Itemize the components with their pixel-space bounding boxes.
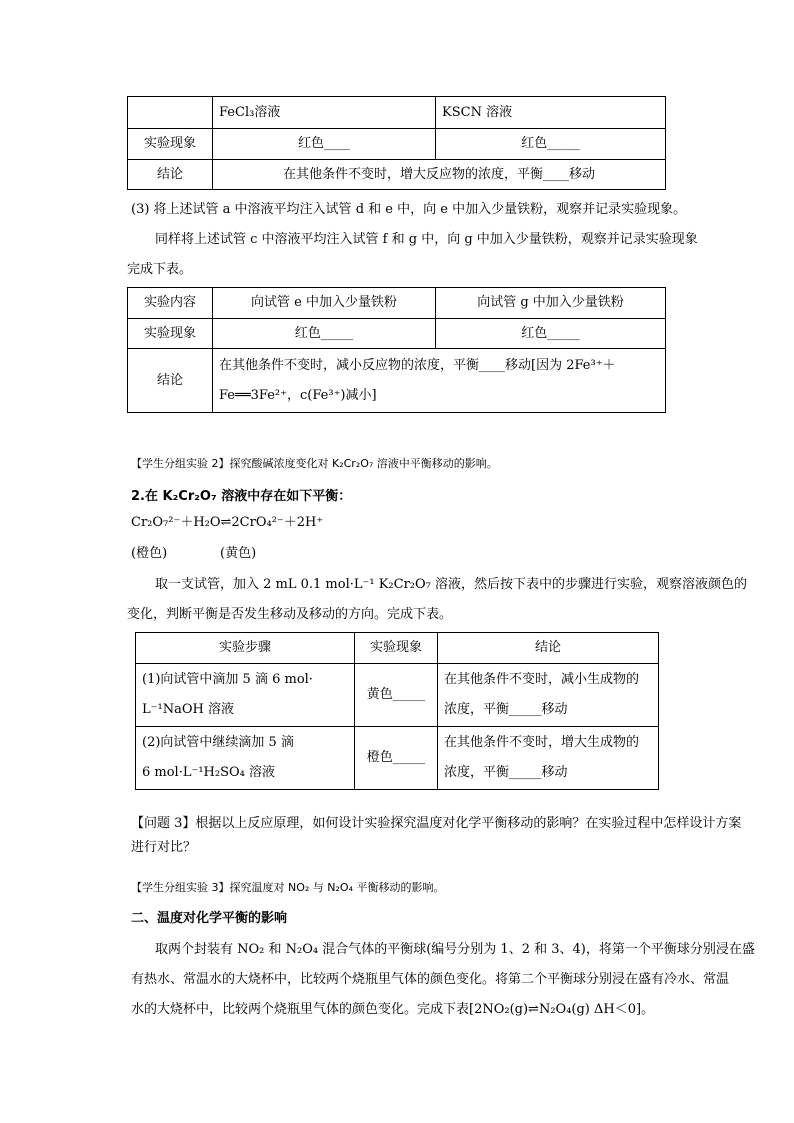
step-line: L⁻¹NaOH 溶液: [142, 702, 234, 717]
procedure-line1: 取一支试管，加入 2 mL 0.1 mol·L⁻¹ K₂Cr₂O₇ 溶液，然后按下表中的步骤进行实验，观察溶液颜色的: [155, 577, 748, 592]
equilibrium-equation: Cr₂O₇²⁻＋H₂O⇌2CrO₄²⁻＋2H⁺: [131, 515, 324, 530]
table-header-cell: 结论: [438, 633, 659, 664]
step3-line1: (3) 将上述试管 a 中溶液平均注入试管 d 和 e 中，向 e 中加入少量铁粉，观察并记录实验现象。: [131, 202, 687, 217]
row-label: 结论: [128, 349, 213, 413]
temperature-paragraph-line2: 有热水、常温水的大烧杯中，比较两个烧瓶里气体的颜色变化。将第二个平衡球分别浸在盛有冷水、常温: [131, 972, 730, 987]
table-header-cell: 向试管 e 中加入少量铁粉: [213, 288, 436, 319]
table-row: [128, 288, 666, 319]
table-header-cell: 向试管 g 中加入少量铁粉: [436, 288, 666, 319]
table-iron-powder: [127, 287, 666, 413]
question-3-line1: 【问题 3】根据以上反应原理，如何设计实验探究温度对化学平衡移动的影响？在实验过程中怎样设计方案: [131, 816, 742, 831]
step-line: (2)向试管中继续滴加 5 滴: [142, 735, 294, 750]
row-label: 实验现象: [128, 129, 213, 160]
table-row: [128, 319, 666, 349]
step-line: 6 mol·L⁻¹H₂SO₄ 溶液: [142, 765, 276, 780]
section-heading: 2.在 K₂Cr₂O₇ 溶液中存在如下平衡：: [131, 489, 352, 504]
table-header-cell: 实验步骤: [136, 633, 355, 664]
row-label: 实验现象: [128, 319, 213, 349]
table-cell: [213, 349, 666, 413]
table-cell: 红色_____: [436, 319, 666, 349]
question-3-line2: 进行对比？: [131, 840, 197, 855]
table-row: [128, 160, 666, 190]
conclusion-line: Fe══3Fe²⁺，c(Fe³⁺)减小]: [219, 387, 377, 403]
table-row: [136, 633, 659, 664]
temperature-paragraph-line3: 水的大烧杯中，比较两个烧瓶里气体的颜色变化。完成下表[2NO₂(g)⇌N₂O₄(g) ΔH＜0]。: [131, 1002, 655, 1017]
table-cell: [128, 97, 213, 129]
table-header-cell: KSCN 溶液: [436, 97, 666, 129]
color-label-yellow: (黄色): [220, 546, 257, 561]
table-cell: 在其他条件不变时，增大反应物的浓度，平衡____移动: [213, 160, 666, 190]
table-row: [128, 97, 666, 129]
table-cell: [438, 664, 659, 727]
conclusion-line: 在其他条件不变时，减小反应物的浓度，平衡____移动[因为 2Fe³⁺＋: [219, 357, 616, 373]
table-cell: 红色_____: [213, 319, 436, 349]
table-row: [128, 129, 666, 160]
table-row: [128, 349, 666, 413]
conclusion-line: 在其他条件不变时，减小生成物的: [444, 672, 640, 687]
table-header-cell: 实验内容: [128, 288, 213, 319]
table-dichromate: [135, 632, 659, 790]
table-cell: 红色____: [213, 129, 436, 160]
conclusion-line: 在其他条件不变时，增大生成物的: [444, 735, 640, 750]
group-experiment-3: 【学生分组实验 3】探究温度对 NO₂ 与 N₂O₄ 平衡移动的影响。: [131, 881, 445, 894]
procedure-line2: 变化，判断平衡是否发生移动及移动的方向。完成下表。: [127, 607, 453, 622]
conclusion-line: 浓度，平衡_____移动: [444, 702, 568, 717]
table-row: [136, 727, 659, 790]
table-header-cell: 实验现象: [355, 633, 438, 664]
step3-line3: 完成下表。: [127, 262, 193, 277]
temperature-paragraph-line1: 取两个封装有 NO₂ 和 N₂O₄ 混合气体的平衡球(编号分别为 1、2 和 3、4)，将第一个平衡球分别浸在盛: [155, 942, 755, 957]
section-heading: 二、温度对化学平衡的影响: [131, 911, 288, 926]
table-fecl3-kscn: [127, 96, 666, 190]
step3-line2: 同样将上述试管 c 中溶液平均注入试管 f 和 g 中，向 g 中加入少量铁粉，观察并记录实验现象: [155, 232, 698, 247]
group-experiment-2: 【学生分组实验 2】探究酸碱浓度变化对 K₂Cr₂O₇ 溶液中平衡移动的影响。: [131, 457, 498, 470]
table-header-cell: FeCl₃溶液: [213, 97, 436, 129]
table-cell: 黄色_____: [355, 664, 438, 727]
table-cell: [136, 664, 355, 727]
table-cell: [136, 727, 355, 790]
table-cell: 红色_____: [436, 129, 666, 160]
table-cell: 橙色_____: [355, 727, 438, 790]
color-label-orange: (橙色): [131, 546, 168, 561]
row-label: 结论: [128, 160, 213, 190]
table-cell: [438, 727, 659, 790]
table-row: [136, 664, 659, 727]
conclusion-line: 浓度，平衡_____移动: [444, 765, 568, 780]
step-line: (1)向试管中滴加 5 滴 6 mol·: [142, 672, 313, 687]
